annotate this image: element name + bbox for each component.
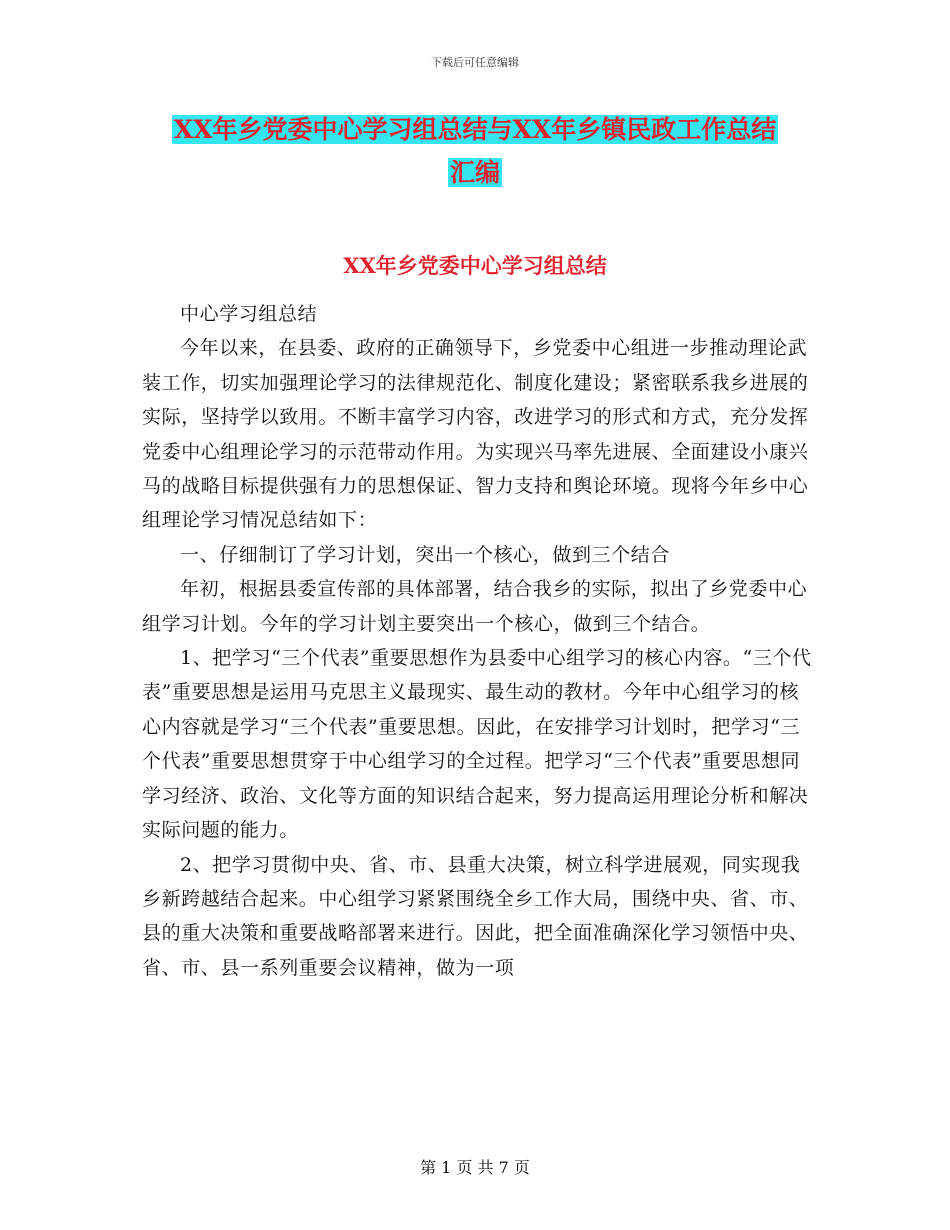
paragraph: 今年以来，在县委、政府的正确领导下，乡党委中心组进一步推动理论武装工作，切实加强理论学习的法律规范化、制度化建设；紧密联系我乡进展的实际，坚持学以致用。不断丰富学习内容，改进学习的形式和方式，充分发挥党委中心组理论学习的示范带动作用。为实现兴马率先进展、全面建设小康兴马的战略目标提供强有力的思想保证、智力支持和舆论环境。现将今年乡中心组理论学习情况总结如下：	[142, 337, 809, 532]
title-highlight-2: 汇编	[449, 158, 500, 187]
title-highlight-1: XX年乡党委中心学习组总结与XX年乡镇民政工作总结	[173, 115, 777, 144]
page-header: 下载后可任意编辑	[431, 56, 519, 69]
document-body	[142, 297, 812, 985]
paragraph: 1、把学习“三个代表”重要思想作为县委中心组学习的核心内容。“三个代表”重要思想是运用马克思主义最现实、最生动的教材。今年中心组学习的核心内容就是学习“三个代表”重要思想。因此，在安排学习计划时，把学习“三个代表”重要思想贯穿于中心组学习的全过程。把学习“三个代表”重要思想同学习经济、政治、文化等方面的知识结合起来，努力提高运用理论分析和解决实际问题的能力。	[142, 647, 812, 842]
paragraph-heading: 一、仔细制订了学习计划，突出一个核心，做到三个结合	[180, 543, 671, 566]
page-footer: 第 1 页 共 7 页	[420, 1158, 530, 1177]
paragraph-heading: 中心学习组总结	[180, 303, 318, 325]
document-title-line-2	[0, 155, 950, 191]
document-title-line-1	[0, 112, 950, 148]
paragraph: 2、把学习贯彻中央、省、市、县重大决策，树立科学进展观，同实现我乡新跨越结合起来。中心组学习紧紧围绕全乡工作大局，围绕中央、省、市、县的重大决策和重要战略部署来进行。因此，把全面准确深化学习领悟中央、省、市、县一系列重要会议精神，做为一项	[142, 853, 809, 979]
paragraph: 年初，根据县委宣传部的具体部署，结合我乡的实际，拟出了乡党委中心组学习计划。今年的学习计划主要突出一个核心，做到三个结合。	[142, 578, 808, 635]
section-title: XX年乡党委中心学习组总结	[343, 253, 607, 278]
